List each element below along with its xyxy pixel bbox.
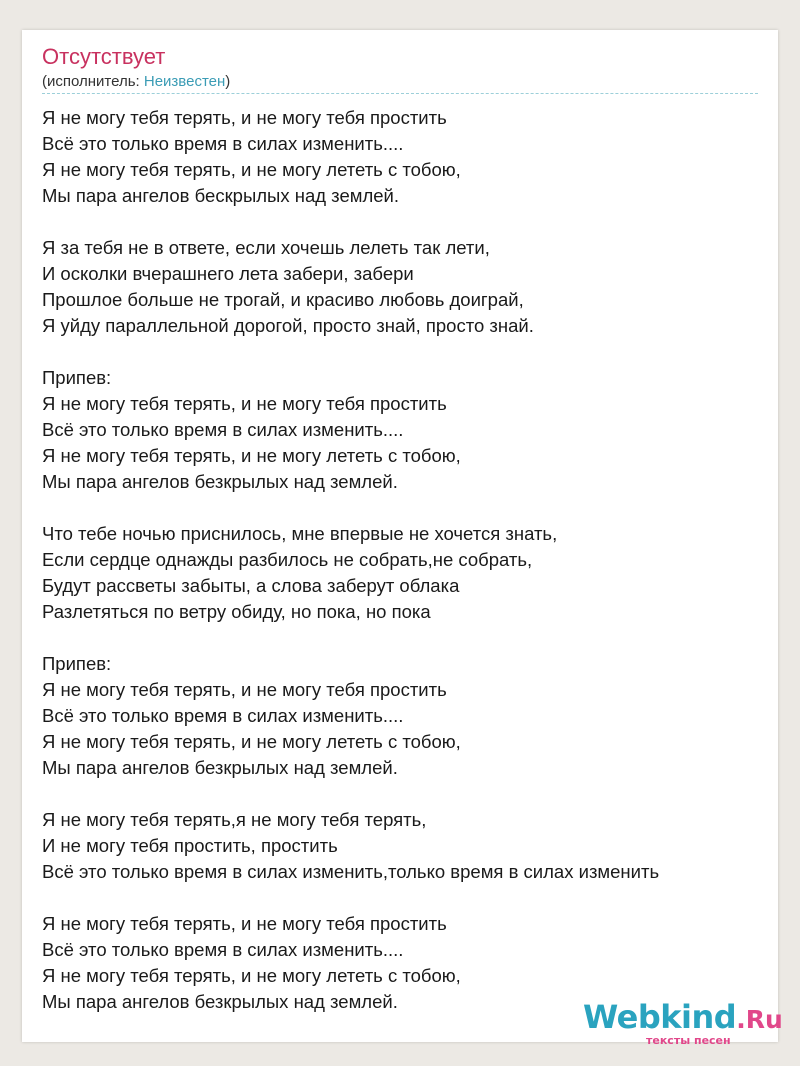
- lyrics-line: Всё это только время в силах изменить....: [42, 133, 404, 154]
- lyrics-line: И осколки вчерашнего лета забери, забери: [42, 263, 414, 284]
- lyrics-line: Всё это только время в силах изменить....: [42, 939, 404, 960]
- lyrics-stanza: [42, 521, 762, 625]
- lyrics-line: Если сердце однажды разбилось не собрать,не собрать,: [42, 549, 533, 570]
- webkind-logo[interactable]: [583, 998, 783, 1047]
- artist-link[interactable]: Неизвестен: [143, 73, 226, 90]
- byline-suffix: ): [225, 73, 231, 90]
- lyrics-line: Я не могу тебя терять, и не могу лететь с тобою,: [42, 445, 461, 466]
- logo-tagline: тексты песен: [646, 1034, 731, 1047]
- lyrics-stanza: [42, 235, 762, 339]
- lyrics-card: [22, 30, 783, 1047]
- lyrics-line: Что тебе ночью приснилось, мне впервые не хочется знать,: [42, 523, 558, 544]
- lyrics-line: Я не могу тебя терять, и не могу лететь с тобою,: [42, 965, 461, 986]
- lyrics-line: И не могу тебя простить, простить: [42, 835, 338, 856]
- lyrics-line: Мы пара ангелов безкрылых над землей.: [42, 991, 398, 1012]
- lyrics-line: Припев:: [42, 367, 112, 388]
- lyrics-line: Я не могу тебя терять, и не могу тебя простить: [42, 679, 447, 700]
- logo-brand: Webkind: [583, 998, 737, 1036]
- lyrics-line: Мы пара ангелов бескрылых над землей.: [42, 185, 400, 206]
- lyrics-line: Всё это только время в силах изменить,только время в силах изменить: [42, 861, 660, 882]
- lyrics-line: Будут рассветы забыты, а слова заберут облака: [42, 575, 460, 596]
- title-divider: [42, 93, 758, 94]
- lyrics-line: Я не могу тебя терять, и не могу тебя простить: [42, 913, 447, 934]
- lyrics-stanza: [42, 807, 762, 885]
- lyrics-line: Припев:: [42, 653, 112, 674]
- lyrics-line: Я не могу тебя терять, и не могу лететь с тобою,: [42, 731, 461, 752]
- lyrics-line: Я не могу тебя терять,я не могу тебя терять,: [42, 809, 427, 830]
- artist-byline: [42, 73, 230, 91]
- byline-prefix: (исполнитель:: [42, 73, 144, 90]
- lyrics-line: Всё это только время в силах изменить....: [42, 419, 404, 440]
- lyrics-line: Всё это только время в силах изменить....: [42, 705, 404, 726]
- lyrics-line: Я не могу тебя терять, и не могу тебя простить: [42, 393, 447, 414]
- lyrics-line: Мы пара ангелов безкрылых над землей.: [42, 471, 398, 492]
- lyrics-line: Разлетяться по ветру обиду, но пока, но пока: [42, 601, 431, 622]
- lyrics-line: Мы пара ангелов безкрылых над землей.: [42, 757, 398, 778]
- lyrics-line: Я уйду параллельной дорогой, просто знай, просто знай.: [42, 315, 534, 336]
- lyrics-line: Я не могу тебя терять, и не могу тебя простить: [42, 107, 447, 128]
- lyrics-line: Прошлое больше не трогай, и красиво любовь доиграй,: [42, 289, 524, 310]
- lyrics-stanza: [42, 365, 762, 495]
- lyrics-stanza: [42, 105, 762, 209]
- song-title: Отсутствует: [42, 44, 166, 69]
- lyrics-text: [42, 105, 762, 1041]
- lyrics-stanza: [42, 651, 762, 781]
- logo-tld: .Ru: [736, 1005, 783, 1034]
- lyrics-line: Я не могу тебя терять, и не могу лететь с тобою,: [42, 159, 461, 180]
- lyrics-line: Я за тебя не в ответе, если хочешь лелеть так лети,: [42, 237, 490, 258]
